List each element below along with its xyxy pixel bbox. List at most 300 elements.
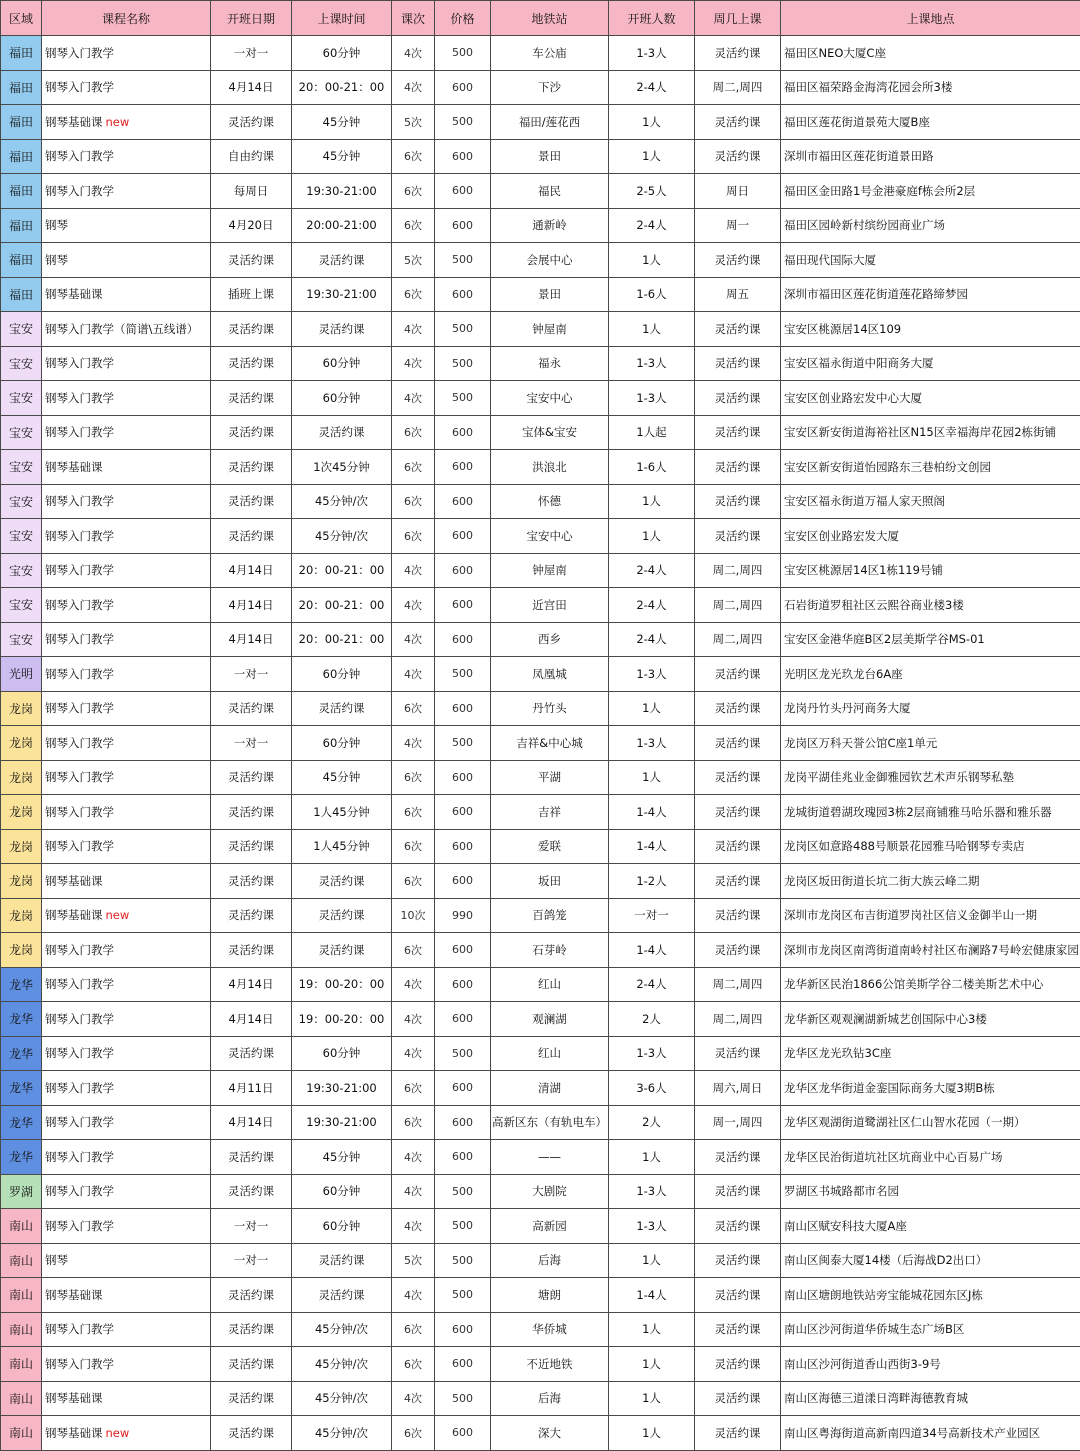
start-date-cell-text: 灵活约课 bbox=[228, 908, 274, 922]
location-cell-text: 龙城街道碧湖玫瑰园3栋2层商铺雅马哈乐器和雅乐器 bbox=[784, 805, 1052, 819]
location-cell-text: 龙华新区民治1866公馆美斯学谷二楼美斯艺术中心 bbox=[784, 977, 1043, 991]
course-name-cell bbox=[42, 277, 211, 312]
price-cell bbox=[435, 1140, 491, 1175]
class-size-cell bbox=[609, 622, 695, 657]
weekdays-cell bbox=[695, 450, 781, 485]
weekdays-cell-text: 灵活约课 bbox=[715, 1184, 761, 1198]
class-time-cell-text: 60分钟 bbox=[323, 1046, 361, 1060]
class-size-cell-text: 3-6人 bbox=[636, 1081, 666, 1095]
session-count-cell bbox=[392, 795, 435, 830]
class-time-cell-text: 灵活约课 bbox=[319, 908, 365, 922]
start-date-cell bbox=[211, 484, 292, 519]
weekdays-cell bbox=[695, 484, 781, 519]
class-time-cell bbox=[292, 450, 392, 485]
weekdays-cell bbox=[695, 1002, 781, 1037]
metro-station-cell-text: 吉祥&中心城 bbox=[516, 736, 582, 750]
region-cell bbox=[1, 312, 42, 347]
course-name-cell-text: 钢琴入门教学 bbox=[45, 667, 114, 681]
location-cell-text: 南山区赋安科技大厦A座 bbox=[784, 1219, 907, 1233]
session-count-cell bbox=[392, 622, 435, 657]
price-cell-text: 500 bbox=[452, 1254, 473, 1267]
session-count-cell-text: 5次 bbox=[404, 1254, 422, 1267]
weekdays-cell bbox=[695, 36, 781, 71]
course-name-cell bbox=[42, 139, 211, 174]
course-name-cell-text: 钢琴入门教学 bbox=[45, 529, 114, 543]
course-name-cell-text: 钢琴入门教学 bbox=[45, 736, 114, 750]
region-cell bbox=[1, 553, 42, 588]
session-count-cell bbox=[392, 1105, 435, 1140]
class-size-cell-text: 2-4人 bbox=[636, 598, 666, 612]
session-count-cell-text: 6次 bbox=[404, 530, 422, 543]
course-name-cell bbox=[42, 967, 211, 1002]
region-cell bbox=[1, 415, 42, 450]
session-count-cell-text: 6次 bbox=[404, 150, 422, 163]
course-name-cell bbox=[42, 484, 211, 519]
class-time-cell bbox=[292, 691, 392, 726]
class-time-cell-text: 19:30-21:00 bbox=[306, 1081, 376, 1095]
class-size-cell bbox=[609, 174, 695, 209]
session-count-cell bbox=[392, 277, 435, 312]
course-name-cell bbox=[42, 415, 211, 450]
location-cell-text: 深圳市龙岗区布吉街道罗岗社区信义金御半山一期 bbox=[784, 908, 1037, 922]
course-name-cell-text: 钢琴入门教学 bbox=[45, 1150, 114, 1164]
class-time-cell bbox=[292, 829, 392, 864]
session-count-cell bbox=[392, 1312, 435, 1347]
price-cell bbox=[435, 1243, 491, 1278]
metro-station-cell-text: 高新园 bbox=[532, 1219, 567, 1233]
weekdays-cell-text: 灵活约课 bbox=[715, 736, 761, 750]
session-count-cell-text: 6次 bbox=[404, 1427, 422, 1440]
location-cell-text: 宝安区桃源居14区1栋119号铺 bbox=[784, 563, 943, 577]
course-name-cell bbox=[42, 346, 211, 381]
weekdays-cell-text: 周二,周四 bbox=[713, 80, 763, 94]
start-date-cell-text: 灵活约课 bbox=[228, 1150, 274, 1164]
start-date-cell bbox=[211, 553, 292, 588]
table-row bbox=[1, 1347, 1080, 1382]
class-time-cell-text: 1次45分钟 bbox=[313, 460, 369, 474]
class-size-cell-text: 1人 bbox=[642, 253, 661, 267]
class-size-cell bbox=[609, 726, 695, 761]
class-time-cell-text: 60分钟 bbox=[323, 391, 361, 405]
start-date-cell-text: 4月14日 bbox=[229, 632, 274, 646]
class-time-cell-text: 1人45分钟 bbox=[313, 805, 369, 819]
location-cell bbox=[781, 829, 1080, 864]
class-size-cell-text: 1人 bbox=[642, 1357, 661, 1371]
location-cell-text: 南山区沙河街道香山西街3-9号 bbox=[784, 1357, 941, 1371]
class-size-cell bbox=[609, 691, 695, 726]
start-date-cell-text: 4月14日 bbox=[229, 1012, 274, 1026]
class-size-cell-text: 1人 bbox=[642, 149, 661, 163]
class-time-cell bbox=[292, 484, 392, 519]
start-date-cell bbox=[211, 1209, 292, 1244]
start-date-cell bbox=[211, 967, 292, 1002]
class-time-cell bbox=[292, 1002, 392, 1037]
weekdays-cell-text: 周一 bbox=[726, 218, 749, 232]
session-count-cell bbox=[392, 519, 435, 554]
price-cell-text: 500 bbox=[452, 115, 473, 128]
region-cell bbox=[1, 1140, 42, 1175]
region-cell-text: 龙华 bbox=[9, 1081, 33, 1095]
price-cell bbox=[435, 588, 491, 623]
class-time-cell-text: 45分钟 bbox=[323, 149, 361, 163]
metro-station-cell bbox=[491, 1071, 609, 1106]
metro-station-cell bbox=[491, 1105, 609, 1140]
session-count-cell-text: 4次 bbox=[404, 1185, 422, 1198]
region-cell-text: 福田 bbox=[9, 81, 33, 95]
price-cell bbox=[435, 36, 491, 71]
metro-station-cell bbox=[491, 691, 609, 726]
header-row bbox=[1, 1, 1080, 36]
class-time-cell-text: 45分钟/次 bbox=[315, 1426, 368, 1440]
session-count-cell bbox=[392, 312, 435, 347]
course-name-cell bbox=[42, 381, 211, 416]
region-cell bbox=[1, 1036, 42, 1071]
location-cell-text: 福田区福荣路金海湾花园会所3楼 bbox=[784, 80, 952, 94]
session-count-cell-text: 6次 bbox=[404, 1323, 422, 1336]
weekdays-cell-text: 周五 bbox=[726, 287, 749, 301]
location-cell-text: 龙华区民治街道坑社区坑商业中心百易广场 bbox=[784, 1150, 1003, 1164]
course-name-cell bbox=[42, 553, 211, 588]
metro-station-cell-text: 后海 bbox=[538, 1253, 561, 1267]
price-cell bbox=[435, 1105, 491, 1140]
metro-station-cell bbox=[491, 1347, 609, 1382]
region-cell bbox=[1, 760, 42, 795]
table-row bbox=[1, 1071, 1080, 1106]
metro-station-cell bbox=[491, 553, 609, 588]
region-cell bbox=[1, 1381, 42, 1416]
course-name-cell bbox=[42, 795, 211, 830]
start-date-cell-text: 一对一 bbox=[234, 1219, 269, 1233]
start-date-cell-text: 一对一 bbox=[234, 46, 269, 60]
weekdays-cell bbox=[695, 519, 781, 554]
start-date-cell bbox=[211, 1243, 292, 1278]
location-cell-text: 龙华新区观观澜湖新城艺创国际中心3楼 bbox=[784, 1012, 987, 1026]
region-cell bbox=[1, 346, 42, 381]
start-date-cell bbox=[211, 691, 292, 726]
price-cell bbox=[435, 381, 491, 416]
course-name-cell-text: 钢琴入门教学 bbox=[45, 1046, 114, 1060]
course-name-cell-text: 钢琴基础课 bbox=[45, 287, 103, 301]
start-date-cell-text: 灵活约课 bbox=[228, 839, 274, 853]
table-row bbox=[1, 105, 1080, 140]
location-cell-text: 福田区莲花街道景苑大厦B座 bbox=[784, 115, 930, 129]
class-size-cell-text: 1-3人 bbox=[636, 1219, 666, 1233]
metro-station-cell bbox=[491, 933, 609, 968]
metro-station-cell bbox=[491, 1036, 609, 1071]
region-cell bbox=[1, 208, 42, 243]
table-row bbox=[1, 622, 1080, 657]
region-cell-text: 宝安 bbox=[9, 598, 33, 612]
session-count-cell bbox=[392, 105, 435, 140]
price-cell bbox=[435, 139, 491, 174]
start-date-cell-text: 灵活约课 bbox=[228, 1288, 274, 1302]
session-count-cell bbox=[392, 1071, 435, 1106]
class-size-cell bbox=[609, 346, 695, 381]
region-cell bbox=[1, 277, 42, 312]
metro-station-cell bbox=[491, 967, 609, 1002]
weekdays-cell bbox=[695, 726, 781, 761]
course-name-cell bbox=[42, 243, 211, 278]
session-count-cell-text: 4次 bbox=[404, 81, 422, 94]
start-date-cell bbox=[211, 243, 292, 278]
table-row bbox=[1, 864, 1080, 899]
metro-station-cell-text: 景田 bbox=[538, 287, 561, 301]
metro-station-cell bbox=[491, 588, 609, 623]
metro-station-cell bbox=[491, 726, 609, 761]
price-cell bbox=[435, 243, 491, 278]
price-cell bbox=[435, 1002, 491, 1037]
session-count-cell-text: 5次 bbox=[404, 116, 422, 129]
start-date-cell bbox=[211, 1381, 292, 1416]
course-name-cell bbox=[42, 1278, 211, 1313]
metro-station-cell bbox=[491, 1209, 609, 1244]
weekdays-cell bbox=[695, 933, 781, 968]
start-date-cell-text: 灵活约课 bbox=[228, 494, 274, 508]
location-cell-text: 南山区粤海街道高新南四道34号高新技术产业园区 bbox=[784, 1426, 1040, 1440]
session-count-cell-text: 4次 bbox=[404, 633, 422, 646]
session-count-cell-text: 6次 bbox=[404, 840, 422, 853]
class-time-cell bbox=[292, 277, 392, 312]
class-time-cell bbox=[292, 933, 392, 968]
metro-station-cell-text: 丹竹头 bbox=[532, 701, 567, 715]
start-date-cell bbox=[211, 105, 292, 140]
metro-station-cell-text: 会展中心 bbox=[527, 253, 573, 267]
region-cell-text: 南山 bbox=[9, 1357, 33, 1371]
table-row bbox=[1, 1312, 1080, 1347]
metro-station-cell bbox=[491, 1278, 609, 1313]
weekdays-cell-text: 灵活约课 bbox=[715, 770, 761, 784]
region-cell bbox=[1, 1174, 42, 1209]
price-cell-text: 500 bbox=[452, 46, 473, 59]
class-time-cell-text: 19：00-20：00 bbox=[299, 977, 385, 991]
course-name-cell bbox=[42, 70, 211, 105]
session-count-cell bbox=[392, 1036, 435, 1071]
class-size-cell bbox=[609, 1381, 695, 1416]
class-time-cell bbox=[292, 70, 392, 105]
price-cell bbox=[435, 864, 491, 899]
location-cell bbox=[781, 277, 1080, 312]
region-cell bbox=[1, 864, 42, 899]
course-name-cell-text: 钢琴入门教学 bbox=[45, 1184, 114, 1198]
course-name-cell bbox=[42, 1209, 211, 1244]
location-cell-text: 福田现代国际大厦 bbox=[784, 253, 876, 267]
weekdays-cell-text: 灵活约课 bbox=[715, 460, 761, 474]
course-name-cell-text: 钢琴入门教学 bbox=[45, 839, 114, 853]
start-date-cell bbox=[211, 864, 292, 899]
class-time-cell-text: 20：00-21：00 bbox=[299, 598, 385, 612]
weekdays-cell bbox=[695, 898, 781, 933]
metro-station-cell-text: 凤凰城 bbox=[532, 667, 567, 681]
course-name-cell bbox=[42, 1140, 211, 1175]
class-time-cell bbox=[292, 105, 392, 140]
table-row bbox=[1, 70, 1080, 105]
weekdays-cell-text: 周二,周四 bbox=[713, 977, 763, 991]
course-name-cell-text: 钢琴入门教学 bbox=[45, 1115, 114, 1129]
class-size-cell bbox=[609, 898, 695, 933]
session-count-cell bbox=[392, 933, 435, 968]
region-cell-text: 龙岗 bbox=[9, 805, 33, 819]
region-cell-text: 龙岗 bbox=[9, 702, 33, 716]
course-name-cell-text: 钢琴基础课 bbox=[45, 460, 103, 474]
class-time-cell-text: 60分钟 bbox=[323, 1219, 361, 1233]
start-date-cell-text: 灵活约课 bbox=[228, 1357, 274, 1371]
price-cell-text: 600 bbox=[452, 150, 473, 163]
metro-station-cell bbox=[491, 381, 609, 416]
start-date-cell-text: 一对一 bbox=[234, 736, 269, 750]
weekdays-cell bbox=[695, 381, 781, 416]
start-date-cell bbox=[211, 588, 292, 623]
class-size-cell bbox=[609, 795, 695, 830]
start-date-cell bbox=[211, 1416, 292, 1451]
location-cell bbox=[781, 312, 1080, 347]
start-date-cell bbox=[211, 829, 292, 864]
metro-station-cell-text: 百鸽笼 bbox=[532, 908, 567, 922]
class-size-cell bbox=[609, 1312, 695, 1347]
start-date-cell bbox=[211, 277, 292, 312]
region-cell bbox=[1, 1071, 42, 1106]
course-name-cell bbox=[42, 1002, 211, 1037]
session-count-cell bbox=[392, 415, 435, 450]
metro-station-cell bbox=[491, 484, 609, 519]
start-date-cell-text: 灵活约课 bbox=[228, 701, 274, 715]
session-count-cell bbox=[392, 1002, 435, 1037]
region-cell-text: 龙岗 bbox=[9, 943, 33, 957]
course-name-cell bbox=[42, 898, 211, 933]
metro-station-cell-text: 福田/莲花西 bbox=[519, 115, 580, 129]
region-cell-text: 福田 bbox=[9, 288, 33, 302]
metro-station-cell-text: 后海 bbox=[538, 1391, 561, 1405]
class-time-cell-text: 45分钟 bbox=[323, 1150, 361, 1164]
location-cell-text: 宝安区福永街道万福人家天照阁 bbox=[784, 494, 945, 508]
metro-station-cell-text: 近宫田 bbox=[532, 598, 567, 612]
header-start-date: 开班日期 bbox=[211, 1, 292, 36]
price-cell bbox=[435, 1209, 491, 1244]
new-badge: new bbox=[106, 115, 130, 129]
region-cell-text: 光明 bbox=[9, 667, 33, 681]
location-cell bbox=[781, 898, 1080, 933]
course-name-cell bbox=[42, 1381, 211, 1416]
session-count-cell-text: 6次 bbox=[404, 461, 422, 474]
metro-station-cell-text: 宝安中心 bbox=[527, 391, 573, 405]
metro-station-cell-text: 观澜湖 bbox=[532, 1012, 567, 1026]
metro-station-cell bbox=[491, 1002, 609, 1037]
session-count-cell-text: 4次 bbox=[404, 1289, 422, 1302]
weekdays-cell-text: 灵活约课 bbox=[715, 908, 761, 922]
header-weekdays: 周几上课 bbox=[695, 1, 781, 36]
location-cell bbox=[781, 588, 1080, 623]
price-cell-text: 600 bbox=[452, 805, 473, 818]
table-body bbox=[1, 36, 1080, 1451]
start-date-cell bbox=[211, 657, 292, 692]
weekdays-cell-text: 灵活约课 bbox=[715, 356, 761, 370]
session-count-cell-text: 5次 bbox=[404, 254, 422, 267]
course-name-cell bbox=[42, 726, 211, 761]
location-cell-text: 深圳市福田区莲花街道景田路 bbox=[784, 149, 934, 163]
location-cell bbox=[781, 760, 1080, 795]
region-cell-text: 福田 bbox=[9, 46, 33, 60]
region-cell-text: 福田 bbox=[9, 253, 33, 267]
metro-station-cell bbox=[491, 1243, 609, 1278]
table-row bbox=[1, 1036, 1080, 1071]
session-count-cell-text: 4次 bbox=[404, 564, 422, 577]
course-name-cell-text: 钢琴入门教学 bbox=[45, 701, 114, 715]
class-size-cell bbox=[609, 1209, 695, 1244]
course-name-cell-text: 钢琴入门教学 bbox=[45, 598, 114, 612]
start-date-cell-text: 插班上课 bbox=[228, 287, 274, 301]
class-size-cell-text: 1-4人 bbox=[636, 1288, 666, 1302]
class-time-cell bbox=[292, 622, 392, 657]
session-count-cell bbox=[392, 381, 435, 416]
region-cell bbox=[1, 726, 42, 761]
course-name-cell-text: 钢琴入门教学 bbox=[45, 1357, 114, 1371]
location-cell-text: 福田区金田路1号金港豪庭f栋会所2层 bbox=[784, 184, 975, 198]
start-date-cell-text: 灵活约课 bbox=[228, 391, 274, 405]
course-name-cell bbox=[42, 1416, 211, 1451]
weekdays-cell-text: 周二,周四 bbox=[713, 632, 763, 646]
price-cell-text: 600 bbox=[452, 978, 473, 991]
location-cell bbox=[781, 795, 1080, 830]
class-size-cell-text: 1-4人 bbox=[636, 943, 666, 957]
metro-station-cell bbox=[491, 277, 609, 312]
region-cell bbox=[1, 519, 42, 554]
course-name-cell-text: 钢琴入门教学 bbox=[45, 1012, 114, 1026]
price-cell-text: 500 bbox=[452, 357, 473, 370]
class-time-cell-text: 60分钟 bbox=[323, 356, 361, 370]
weekdays-cell-text: 灵活约课 bbox=[715, 529, 761, 543]
price-cell-text: 990 bbox=[452, 909, 473, 922]
start-date-cell-text: 4月14日 bbox=[229, 563, 274, 577]
table-row bbox=[1, 312, 1080, 347]
location-cell bbox=[781, 933, 1080, 968]
table-row bbox=[1, 553, 1080, 588]
class-size-cell-text: 1人 bbox=[642, 701, 661, 715]
location-cell-text: 南山区沙河街道华侨城生态广场B区 bbox=[784, 1322, 964, 1336]
class-time-cell bbox=[292, 1174, 392, 1209]
price-cell-text: 600 bbox=[452, 460, 473, 473]
start-date-cell bbox=[211, 70, 292, 105]
session-count-cell bbox=[392, 967, 435, 1002]
class-time-cell-text: 20：00-21：00 bbox=[299, 80, 385, 94]
class-time-cell-text: 灵活约课 bbox=[319, 874, 365, 888]
class-time-cell bbox=[292, 1312, 392, 1347]
course-name-cell-text: 钢琴基础课 bbox=[45, 115, 103, 129]
metro-station-cell-text: 福民 bbox=[538, 184, 561, 198]
region-cell bbox=[1, 588, 42, 623]
weekdays-cell bbox=[695, 1105, 781, 1140]
weekdays-cell-text: 周日 bbox=[726, 184, 749, 198]
price-cell-text: 600 bbox=[452, 874, 473, 887]
location-cell bbox=[781, 415, 1080, 450]
session-count-cell bbox=[392, 829, 435, 864]
weekdays-cell bbox=[695, 553, 781, 588]
location-cell bbox=[781, 967, 1080, 1002]
price-cell-text: 500 bbox=[452, 391, 473, 404]
class-time-cell bbox=[292, 36, 392, 71]
new-badge: new bbox=[106, 1426, 130, 1440]
metro-station-cell bbox=[491, 760, 609, 795]
location-cell-text: 龙华区龙华街道金銮国际商务大厦3期B栋 bbox=[784, 1081, 995, 1095]
course-name-cell-text: 钢琴入门教学 bbox=[45, 425, 114, 439]
price-cell-text: 600 bbox=[452, 1116, 473, 1129]
weekdays-cell bbox=[695, 829, 781, 864]
metro-station-cell-text: 爱联 bbox=[538, 839, 561, 853]
weekdays-cell-text: 灵活约课 bbox=[715, 149, 761, 163]
location-cell-text: 福田区NEO大厦C座 bbox=[784, 46, 886, 60]
metro-station-cell bbox=[491, 795, 609, 830]
price-cell-text: 600 bbox=[452, 81, 473, 94]
class-size-cell bbox=[609, 70, 695, 105]
session-count-cell bbox=[392, 553, 435, 588]
